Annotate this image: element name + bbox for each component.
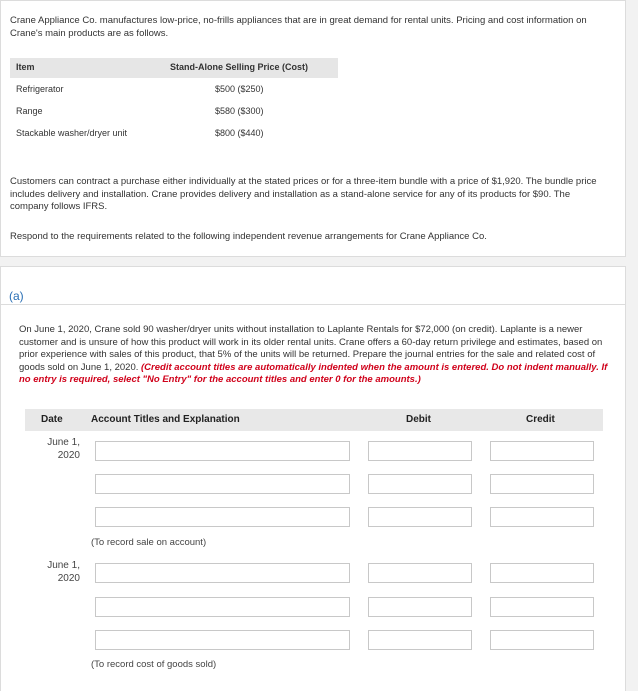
item-price: $500 ($250) [215,84,264,94]
account-title-input[interactable] [95,507,350,527]
header-item: Item [16,62,35,72]
debit-input[interactable] [368,597,472,617]
item-price: $580 ($300) [215,106,264,116]
instruction-text: (Credit account titles are automatically indented when the amount is entered. Do not indent manually. If no entry is required, select "No Entry" for the account titles and enter 0 for the amounts.) [19,361,608,385]
bundle-paragraph: Customers can contract a purchase either individually at the stated prices or for a three-item bundle with a price of $1,920. The bundle price includes delivery and installation. Crane provides delivery and installation as a stand-alone service for any of its products for $90. The company follows IFRS. [10,176,597,212]
entry-note: (To record sale on account) [91,537,207,548]
account-title-input[interactable] [95,563,350,583]
debit-input[interactable] [368,507,472,527]
problem-card [0,0,626,257]
debit-input[interactable] [368,441,472,461]
credit-input[interactable] [490,563,594,583]
debit-input[interactable] [368,563,472,583]
header-date: Date [41,414,63,425]
credit-input[interactable] [490,507,594,527]
credit-input[interactable] [490,630,594,650]
journal-table-header [25,409,603,431]
credit-input[interactable] [490,441,594,461]
item-name: Refrigerator [16,84,64,94]
header-credit: Credit [526,414,555,425]
credit-input[interactable] [490,474,594,494]
entry-note: (To record cost of goods sold) [91,659,217,670]
account-title-input[interactable] [95,630,350,650]
item-name: Stackable washer/dryer unit [16,128,128,138]
part-label: (a) [9,289,24,303]
intro-paragraph: Crane Appliance Co. manufactures low-price, no-frills appliances that are in great demand for rental units. Pricing and cost information on Crane's main products are as follows. [10,15,587,39]
price-table-header [10,58,338,78]
header-debit: Debit [406,414,431,425]
debit-input[interactable] [368,474,472,494]
item-price: $800 ($440) [215,128,264,138]
divider [1,304,625,305]
header-price: Stand-Alone Selling Price (Cost) [170,62,309,72]
respond-paragraph: Respond to the requirements related to the following independent revenue arrangements for Crane Appliance Co. [10,231,487,242]
question-text: On June 1, 2020, Crane sold 90 washer/dryer units without installation to Laplante Rentals for $72,000 (on credit). Laplante is a newer customer and is unsure of how this product will work in its older rental units. Crane offers a 60-day return privilege and estimates, based on prior experience with sales of this product, that 5% of the units will be returned. Prepare the journal entries for the sale and related cost of goods sold on June 1, 2020. [19,324,603,373]
entry-date: June 1, 2020 [47,560,80,584]
item-name: Range [16,106,43,116]
question-paragraph [19,324,609,387]
header-account: Account Titles and Explanation [91,414,240,425]
credit-input[interactable] [490,597,594,617]
account-title-input[interactable] [95,441,350,461]
entry-date: June 1, 2020 [47,437,80,461]
account-title-input[interactable] [95,597,350,617]
account-title-input[interactable] [95,474,350,494]
debit-input[interactable] [368,630,472,650]
